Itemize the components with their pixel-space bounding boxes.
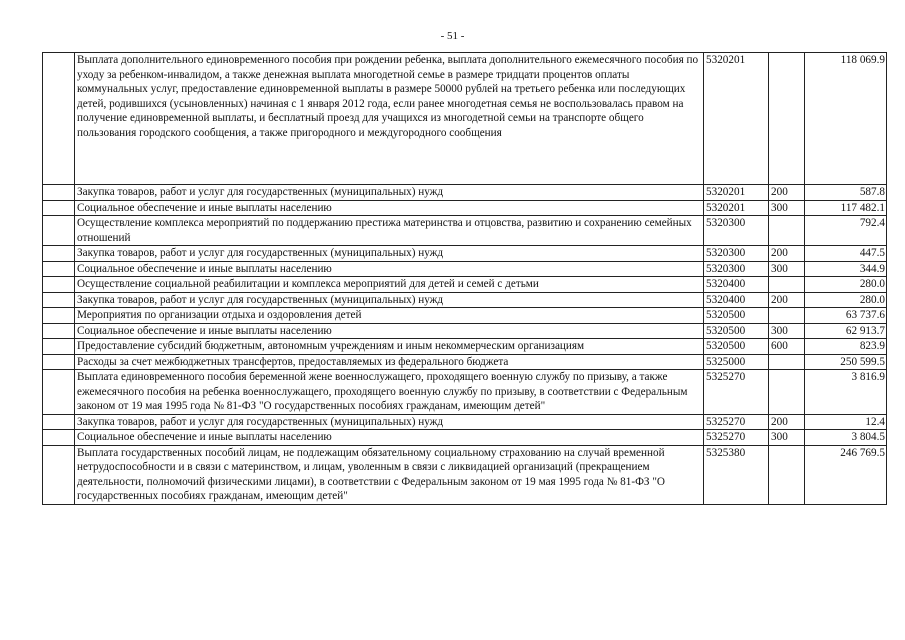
row-description: Расходы за счет межбюджетных трансфертов, предоставляемых из федерального бюджета [75,354,704,370]
table-row [43,200,887,216]
row-description: Социальное обеспечение и иные выплаты населению [75,200,704,216]
row-description: Закупка товаров, работ и услуг для государственных (муниципальных) нужд [75,414,704,430]
row-description: Выплата государственных пособий лицам, не подлежащим обязательному социальному страхованию на случай временной нетрудоспособности и в связи с материнством, и лицам, уволенным в связи с ликвидацией организаций (прекращением деятельности, полномочий физическими лицами), в соответствии с Федеральным законом от 19 мая 1995 года № 81-ФЗ "О государственных пособиях гражданам, имеющим детей" [75,445,704,504]
row-amount: 587.8 [805,185,887,201]
row-code: 5320201 [704,53,769,185]
row-amount: 62 913.7 [805,323,887,339]
table-row [43,430,887,446]
row-description: Выплата дополнительного единовременного пособия при рождении ребенка, выплата дополнительного ежемесячного пособия по уходу за ребенком-инвалидом, а также денежная выплата многодетной семье в размере тридцати процентов оплаты коммунальных услуг, предоставление единовременной выплаты в размере 50000 рублей на третьего ребенка или последующих детей, родившихся (усыновленных) начиная с 1 января 2012 года, если ранее многодетная семья не воспользовалась правом на получение единовременной выплаты, и бесплатный проезд для учащихся из многодетной семьи на транспорте общего пользования городского сообщения, а также пригородного и междугородного сообщения [75,53,704,185]
row-blank-cell [43,308,75,324]
table-row [43,414,887,430]
row-blank-cell [43,323,75,339]
row-blank-cell [43,185,75,201]
row-code: 5325270 [704,370,769,415]
row-blank-cell [43,261,75,277]
row-expense-type: 600 [769,339,805,355]
row-code: 5320500 [704,308,769,324]
budget-table [42,52,887,505]
row-amount: 3 804.5 [805,430,887,446]
row-expense-type [769,53,805,185]
row-description: Выплата единовременного пособия беременной жене военнослужащего, проходящего военную службу по призыву, а также ежемесячного пособия на ребенка военнослужащего, проходящего военную службу по призыву, в соответствии с Федеральным законом от 19 мая 1995 года № 81-ФЗ "О государственных пособиях гражданам, имеющим детей" [75,370,704,415]
row-amount: 118 069.9 [805,53,887,185]
row-amount: 344.9 [805,261,887,277]
row-code: 5320201 [704,185,769,201]
row-expense-type: 200 [769,292,805,308]
row-code: 5320300 [704,246,769,262]
row-code: 5325270 [704,430,769,446]
row-amount: 3 816.9 [805,370,887,415]
row-blank-cell [43,445,75,504]
table-row [43,323,887,339]
row-blank-cell [43,430,75,446]
row-amount: 117 482.1 [805,200,887,216]
row-blank-cell [43,200,75,216]
table-row [43,445,887,504]
table-row [43,216,887,246]
row-amount: 792.4 [805,216,887,246]
table-row [43,277,887,293]
row-blank-cell [43,216,75,246]
row-description: Социальное обеспечение и иные выплаты населению [75,430,704,446]
row-description: Социальное обеспечение и иные выплаты населению [75,323,704,339]
row-code: 5320500 [704,339,769,355]
row-code: 5320400 [704,277,769,293]
row-blank-cell [43,277,75,293]
row-amount: 12.4 [805,414,887,430]
row-code: 5320201 [704,200,769,216]
row-expense-type: 300 [769,323,805,339]
table-row [43,261,887,277]
row-blank-cell [43,339,75,355]
row-description: Мероприятия по организации отдыха и оздоровления детей [75,308,704,324]
row-expense-type: 200 [769,246,805,262]
row-blank-cell [43,292,75,308]
row-amount: 280.0 [805,292,887,308]
row-expense-type: 200 [769,414,805,430]
row-expense-type [769,216,805,246]
row-description: Закупка товаров, работ и услуг для государственных (муниципальных) нужд [75,246,704,262]
table-row [43,339,887,355]
row-amount: 246 769.5 [805,445,887,504]
row-amount: 447.5 [805,246,887,262]
row-expense-type [769,308,805,324]
row-amount: 63 737.6 [805,308,887,324]
table-row [43,308,887,324]
row-code: 5325270 [704,414,769,430]
row-expense-type: 300 [769,430,805,446]
row-expense-type [769,354,805,370]
row-blank-cell [43,354,75,370]
row-expense-type: 300 [769,200,805,216]
row-code: 5325380 [704,445,769,504]
table-row [43,292,887,308]
row-description: Социальное обеспечение и иные выплаты населению [75,261,704,277]
table-row [43,53,887,185]
row-amount: 250 599.5 [805,354,887,370]
table-row [43,354,887,370]
row-expense-type [769,277,805,293]
row-expense-type [769,445,805,504]
row-code: 5320300 [704,216,769,246]
row-expense-type [769,370,805,415]
row-expense-type: 300 [769,261,805,277]
row-code: 5320300 [704,261,769,277]
table-row [43,185,887,201]
row-blank-cell [43,246,75,262]
row-description: Осуществление комплекса мероприятий по поддержанию престижа материнства и отцовства, развитию и сохранению семейных отношений [75,216,704,246]
row-description: Осуществление социальной реабилитации и комплекса мероприятий для детей и семей с детьми [75,277,704,293]
row-code: 5320400 [704,292,769,308]
row-amount: 823.9 [805,339,887,355]
row-description: Закупка товаров, работ и услуг для государственных (муниципальных) нужд [75,185,704,201]
row-code: 5320500 [704,323,769,339]
table-row [43,370,887,415]
row-description: Предоставление субсидий бюджетным, автономным учреждениям и иным некоммерческим организациям [75,339,704,355]
row-expense-type: 200 [769,185,805,201]
row-description: Закупка товаров, работ и услуг для государственных (муниципальных) нужд [75,292,704,308]
row-blank-cell [43,370,75,415]
row-blank-cell [43,53,75,185]
row-blank-cell [43,414,75,430]
table-row [43,246,887,262]
page-number: - 51 - [440,30,465,42]
row-amount: 280.0 [805,277,887,293]
row-code: 5325000 [704,354,769,370]
